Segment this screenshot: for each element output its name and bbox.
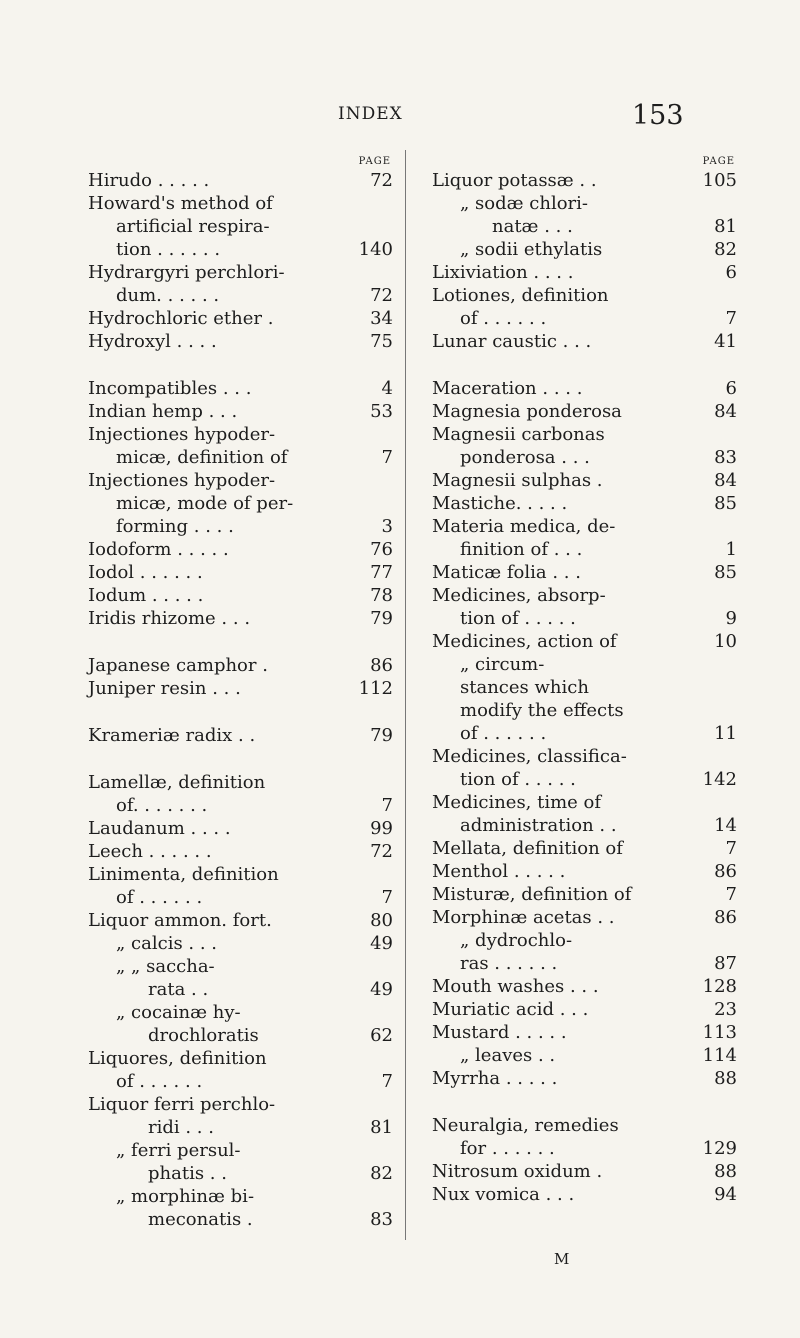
- index-entry: [88, 932, 393, 955]
- index-entry: [432, 1183, 737, 1206]
- entry-page: 142: [702, 769, 737, 790]
- index-entry: [432, 699, 737, 722]
- entry-text: Lunar caustic . . .: [432, 331, 592, 352]
- index-entry: [432, 1160, 737, 1183]
- entry-page: 1: [725, 539, 737, 560]
- entry-text: Liquor ammon. fort.: [88, 910, 272, 931]
- entry-page: 80: [370, 910, 393, 931]
- index-entry: [432, 307, 737, 330]
- entry-text: of . . . . . .: [460, 723, 547, 744]
- index-entry: [88, 794, 393, 817]
- entry-text: Hydrargyri perchlori-: [88, 262, 285, 283]
- entry-page: 49: [370, 979, 393, 1000]
- entry-text: Injectiones hypoder-: [88, 424, 276, 445]
- index-entry: [432, 998, 737, 1021]
- entry-text: drochloratis: [148, 1025, 259, 1046]
- entry-text: Leech . . . . . .: [88, 841, 212, 862]
- entry-text: Laudanum . . . .: [88, 818, 231, 839]
- entry-page: 34: [370, 308, 393, 329]
- entry-text: Magnesii sulphas .: [432, 470, 603, 491]
- entry-page: 78: [370, 585, 393, 606]
- index-entry: [88, 192, 393, 215]
- section-gap: [88, 700, 393, 724]
- index-entry: [432, 860, 737, 883]
- index-entry: [88, 654, 393, 677]
- index-entry: [88, 261, 393, 284]
- entry-text: natæ . . .: [492, 216, 573, 237]
- entry-text: Linimenta, definition: [88, 864, 279, 885]
- index-entry: [88, 955, 393, 978]
- index-entry: [88, 1001, 393, 1024]
- section-gap: [432, 1090, 737, 1114]
- entry-page: 88: [714, 1161, 737, 1182]
- entry-page: 81: [370, 1117, 393, 1138]
- page-column-label: PAGE: [358, 156, 391, 167]
- entry-text: Magnesii carbonas: [432, 424, 605, 445]
- section-gap: [88, 630, 393, 654]
- page-column-label: PAGE: [702, 156, 735, 167]
- entry-page: 62: [370, 1025, 393, 1046]
- entry-page: 7: [381, 1071, 393, 1092]
- index-entry: [88, 886, 393, 909]
- entry-text: Lamellæ, definition: [88, 772, 266, 793]
- entry-text: for . . . . . .: [460, 1138, 555, 1159]
- entry-page: 41: [714, 331, 737, 352]
- entry-text: of . . . . . .: [460, 308, 547, 329]
- index-entry: [88, 377, 393, 400]
- index-entry: [88, 469, 393, 492]
- index-entry: [432, 215, 737, 238]
- entry-text: tion of . . . . .: [460, 769, 576, 790]
- entry-text: „ cocainæ hy-: [116, 1002, 241, 1023]
- entry-page: 7: [725, 308, 737, 329]
- entry-text: Medicines, absorp-: [432, 585, 606, 606]
- column-divider: [405, 150, 406, 1240]
- entry-page: 82: [714, 239, 737, 260]
- entry-page: 94: [714, 1184, 737, 1205]
- entry-text: Mouth washes . . .: [432, 976, 599, 997]
- entry-text: Neuralgia, remedies: [432, 1115, 619, 1136]
- index-entry: [88, 677, 393, 700]
- entry-text: Mastiche. . . . .: [432, 493, 568, 514]
- index-entry: [88, 561, 393, 584]
- entry-page: 84: [714, 401, 737, 422]
- index-entry: [432, 814, 737, 837]
- index-entry: [88, 169, 393, 192]
- index-entry: [88, 284, 393, 307]
- entry-text: „ morphinæ bi-: [116, 1186, 255, 1207]
- entry-page: 4: [381, 378, 393, 399]
- index-entry: [432, 330, 737, 353]
- entry-page: 49: [370, 933, 393, 954]
- index-entry: [432, 1044, 737, 1067]
- entry-text: Mustard . . . . .: [432, 1022, 567, 1043]
- index-entry: [88, 307, 393, 330]
- entry-page: 23: [714, 999, 737, 1020]
- entry-page: 77: [370, 562, 393, 583]
- index-entry: [432, 192, 737, 215]
- entry-text: „ sodæ chlori-: [460, 193, 588, 214]
- entry-text: micæ, definition of: [116, 447, 288, 468]
- index-entry: [88, 1047, 393, 1070]
- index-entry: [88, 724, 393, 747]
- entry-page: 86: [714, 907, 737, 928]
- index-entry: [432, 492, 737, 515]
- index-entry: [432, 584, 737, 607]
- index-entry: [432, 676, 737, 699]
- entry-text: Materia medica, de-: [432, 516, 616, 537]
- index-entry: [88, 1185, 393, 1208]
- index-entry: [88, 446, 393, 469]
- index-entry: [88, 909, 393, 932]
- index-entry: [88, 1139, 393, 1162]
- entry-text: Indian hemp . . .: [88, 401, 238, 422]
- entry-page: 128: [702, 976, 737, 997]
- index-entry: [432, 975, 737, 998]
- section-gap: [432, 353, 737, 377]
- entry-text: of . . . . . .: [116, 887, 203, 908]
- entry-page: 113: [702, 1022, 737, 1043]
- entry-text: Medicines, time of: [432, 792, 602, 813]
- entry-text: ponderosa . . .: [460, 447, 590, 468]
- entry-text: micæ, mode of per-: [116, 493, 294, 514]
- entry-text: Magnesia ponderosa: [432, 401, 622, 422]
- index-entry: [88, 584, 393, 607]
- entry-text: Injectiones hypoder-: [88, 470, 276, 491]
- index-entry: [88, 771, 393, 794]
- entry-page: 6: [725, 378, 737, 399]
- running-title: INDEX: [338, 104, 403, 124]
- index-entry: [432, 607, 737, 630]
- entry-page: 85: [714, 562, 737, 583]
- entry-text: rata . .: [148, 979, 209, 1000]
- index-entry: [432, 768, 737, 791]
- entry-page: 7: [381, 447, 393, 468]
- entry-page: 112: [358, 678, 393, 699]
- index-entry: [432, 377, 737, 400]
- entry-text: ridi . . .: [148, 1117, 214, 1138]
- section-gap: [88, 747, 393, 771]
- entry-text: Iodum . . . . .: [88, 585, 204, 606]
- entry-text: Maceration . . . .: [432, 378, 583, 399]
- index-entry: [88, 978, 393, 1001]
- index-entry: [432, 745, 737, 768]
- index-entry: [88, 400, 393, 423]
- section-gap: [88, 353, 393, 377]
- entry-page: 72: [370, 841, 393, 862]
- index-entry: [88, 215, 393, 238]
- entry-text: Hydrochloric ether .: [88, 308, 274, 329]
- entry-text: „ leaves . .: [460, 1045, 556, 1066]
- entry-page: 14: [714, 815, 737, 836]
- entry-text: „ ferri persul-: [116, 1140, 241, 1161]
- index-entry: [432, 561, 737, 584]
- index-entry: [432, 1067, 737, 1090]
- index-entry: [432, 653, 737, 676]
- entry-page: 7: [381, 795, 393, 816]
- entry-text: Hydroxyl . . . .: [88, 331, 217, 352]
- entry-page: 6: [725, 262, 737, 283]
- entry-text: Liquor ferri perchlo-: [88, 1094, 276, 1115]
- entry-text: Nux vomica . . .: [432, 1184, 575, 1205]
- entry-text: „ circum-: [460, 654, 545, 675]
- index-entry: [88, 1208, 393, 1231]
- entry-text: meconatis .: [148, 1209, 253, 1230]
- index-entry: [432, 446, 737, 469]
- entry-text: Incompatibles . . .: [88, 378, 252, 399]
- entry-page: 99: [370, 818, 393, 839]
- entry-text: forming . . . .: [116, 516, 234, 537]
- index-entry: [432, 837, 737, 860]
- entry-page: 7: [725, 838, 737, 859]
- entry-page: 72: [370, 170, 393, 191]
- entry-page: 53: [370, 401, 393, 422]
- entry-text: Muriatic acid . . .: [432, 999, 589, 1020]
- entry-page: 86: [714, 861, 737, 882]
- entry-text: Nitrosum oxidum .: [432, 1161, 603, 1182]
- index-entry: [432, 883, 737, 906]
- entry-text: Maticæ folia . . .: [432, 562, 581, 583]
- entry-text: „ „ saccha-: [116, 956, 215, 977]
- index-entry: [432, 1114, 737, 1137]
- page-header: [0, 100, 800, 140]
- entry-text: Iridis rhizome . . .: [88, 608, 251, 629]
- entry-page: 83: [370, 1209, 393, 1230]
- entry-page: 82: [370, 1163, 393, 1184]
- entry-page: 3: [381, 516, 393, 537]
- entry-text: modify the effects: [460, 700, 624, 721]
- entry-page: 85: [714, 493, 737, 514]
- entry-page: 79: [370, 725, 393, 746]
- entry-text: Liquor potassæ . .: [432, 170, 597, 191]
- entry-text: Morphinæ acetas . .: [432, 907, 615, 928]
- index-entry: [88, 492, 393, 515]
- entry-page: 75: [370, 331, 393, 352]
- entry-text: Mellata, definition of: [432, 838, 623, 859]
- entry-page: 87: [714, 953, 737, 974]
- entry-text: Hirudo . . . . .: [88, 170, 210, 191]
- entry-text: finition of . . .: [460, 539, 583, 560]
- index-entry: [88, 840, 393, 863]
- entry-page: 11: [714, 723, 737, 744]
- index-entry: [432, 284, 737, 307]
- entry-page: 79: [370, 608, 393, 629]
- entry-page: 76: [370, 539, 393, 560]
- entry-page: 140: [358, 239, 393, 260]
- index-column-left: [88, 155, 393, 1231]
- entry-page: 105: [702, 170, 737, 191]
- index-entry: [88, 863, 393, 886]
- index-entry: [88, 1070, 393, 1093]
- index-entry: [432, 169, 737, 192]
- index-entry: [432, 952, 737, 975]
- entry-page: 7: [381, 887, 393, 908]
- entry-text: artificial respira-: [116, 216, 270, 237]
- entry-text: Liquores, definition: [88, 1048, 267, 1069]
- entry-text: stances which: [460, 677, 589, 698]
- entry-text: Medicines, classifica-: [432, 746, 627, 767]
- entry-page: 114: [702, 1045, 737, 1066]
- index-entry: [432, 1137, 737, 1160]
- entry-text: Howard's method of: [88, 193, 273, 214]
- index-entry: [432, 469, 737, 492]
- index-entry: [432, 261, 737, 284]
- index-entry: [432, 791, 737, 814]
- page-number: 153: [632, 100, 684, 131]
- entry-text: of . . . . . .: [116, 1071, 203, 1092]
- index-entry: [88, 817, 393, 840]
- index-entry: [432, 515, 737, 538]
- entry-page: 86: [370, 655, 393, 676]
- entry-page: 84: [714, 470, 737, 491]
- entry-text: Lixiviation . . . .: [432, 262, 574, 283]
- index-entry: [432, 722, 737, 745]
- index-entry: [88, 1162, 393, 1185]
- entry-text: tion . . . . . .: [116, 239, 221, 260]
- index-entry: [432, 906, 737, 929]
- entry-text: dum. . . . . .: [116, 285, 220, 306]
- index-entry: [432, 423, 737, 446]
- entry-text: Krameriæ radix . .: [88, 725, 256, 746]
- index-entry: [432, 238, 737, 261]
- index-entry: [88, 238, 393, 261]
- entry-text: Misturæ, definition of: [432, 884, 632, 905]
- entry-text: Juniper resin . . .: [88, 678, 241, 699]
- entry-text: Iodoform . . . . .: [88, 539, 229, 560]
- entry-text: „ dydrochlo-: [460, 930, 573, 951]
- entry-text: Menthol . . . . .: [432, 861, 566, 882]
- entry-text: phatis . .: [148, 1163, 227, 1184]
- index-entry: [432, 630, 737, 653]
- index-entry: [88, 330, 393, 353]
- entry-text: ras . . . . . .: [460, 953, 558, 974]
- entry-text: Iodol . . . . . .: [88, 562, 203, 583]
- entry-page: 83: [714, 447, 737, 468]
- entry-text: tion of . . . . .: [460, 608, 576, 629]
- entry-page: 81: [714, 216, 737, 237]
- entry-text: Myrrha . . . . .: [432, 1068, 558, 1089]
- entry-page: 72: [370, 285, 393, 306]
- entry-text: Medicines, action of: [432, 631, 617, 652]
- index-entry: [88, 423, 393, 446]
- index-entry: [88, 515, 393, 538]
- index-entry: [88, 538, 393, 561]
- index-entry: [88, 1093, 393, 1116]
- signature-mark: M: [554, 1250, 570, 1268]
- index-entry: [432, 538, 737, 561]
- entry-text: Japanese camphor .: [88, 655, 268, 676]
- index-entry: [432, 929, 737, 952]
- entry-text: „ calcis . . .: [116, 933, 218, 954]
- index-column-right: [432, 155, 737, 1206]
- entry-text: administration . .: [460, 815, 617, 836]
- index-entry: [88, 1116, 393, 1139]
- index-entry: [88, 1024, 393, 1047]
- entry-page: 129: [702, 1138, 737, 1159]
- index-entry: [432, 1021, 737, 1044]
- entry-text: Lotiones, definition: [432, 285, 609, 306]
- entry-page: 9: [725, 608, 737, 629]
- entry-page: 88: [714, 1068, 737, 1089]
- entry-text: „ sodii ethylatis: [460, 239, 603, 260]
- index-entry: [432, 400, 737, 423]
- entry-page: 7: [725, 884, 737, 905]
- index-entry: [88, 607, 393, 630]
- entry-text: of. . . . . . .: [116, 795, 208, 816]
- entry-page: 10: [714, 631, 737, 652]
